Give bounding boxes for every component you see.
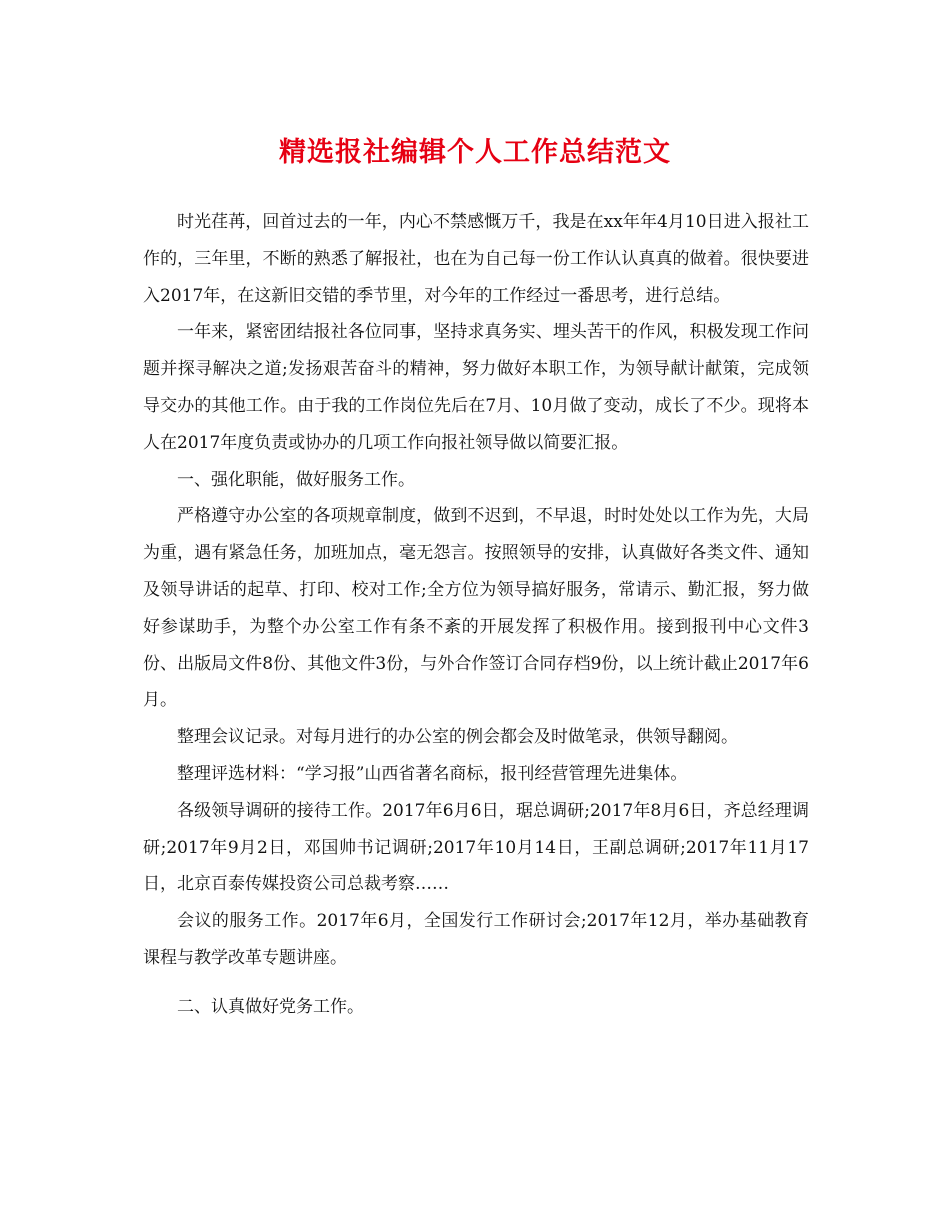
paragraph-leader-visits: 各级领导调研的接待工作。2017年6月6日，琚总调研;2017年8月6日，齐总经理调研;2017年9月2日，邓国帅书记调研;2017年10月14日，王副总调研;2017年11月17日，北京百泰传媒投资公司总裁考察…… (143, 800, 809, 895)
document-title: 精选报社编辑个人工作总结范文 (279, 137, 671, 168)
document-body (143, 204, 809, 1026)
paragraph-office-rules: 严格遵守办公室的各项规章制度，做到不迟到，不早退，时时处处以工作为先，大局为重，遇有紧急任务，加班加点，毫无怨言。按照领导的安排，认真做好各类文件、通知及领导讲话的起草、打印、校对工作;全方位为领导搞好服务，常请示、勤汇报，努力做好参谋助手，为整个办公室工作有条不紊的开展发挥了积极作用。接到报刊中心文件3份、出版局文件8份、其他文件3份，与外合作签订合同存档9份，以上统计截止2017年6月。 (143, 506, 809, 711)
paragraph-meeting-service: 会议的服务工作。2017年6月，全国发行工作研讨会;2017年12月，举办基础教育课程与教学改革专题讲座。 (143, 911, 809, 968)
section-heading-2: 二、认真做好党务工作。 (177, 996, 364, 1017)
paragraph-meeting-records: 整理会议记录。对每月进行的办公室的例会都会及时做笔录，供领导翻阅。 (177, 727, 738, 748)
section-heading-1: 一、强化职能，做好服务工作。 (177, 469, 415, 490)
paragraph-intro: 时光荏苒，回首过去的一年，内心不禁感慨万千，我是在xx年年4月10日进入报社工作的，三年里，不断的熟悉了解报社，也在为自己每一份工作认认真真的做着。很快要进入2017年，在这新旧交错的季节里，对今年的工作经过一番思考，进行总结。 (143, 212, 809, 306)
paragraph-overview: 一年来，紧密团结报社各位同事，坚持求真务实、埋头苦干的作风，积极发现工作问题并探寻解决之道;发扬艰苦奋斗的精神，努力做好本职工作，为领导献计献策，完成领导交办的其他工作。由于我的工作岗位先后在7月、10月做了变动，成长了不少。现将本人在2017年度负责或协办的几项工作向报社领导做以简要汇报。 (143, 322, 809, 453)
paragraph-award-materials: 整理评选材料：“学习报”山西省著名商标，报刊经营管理先进集体。 (177, 763, 688, 784)
